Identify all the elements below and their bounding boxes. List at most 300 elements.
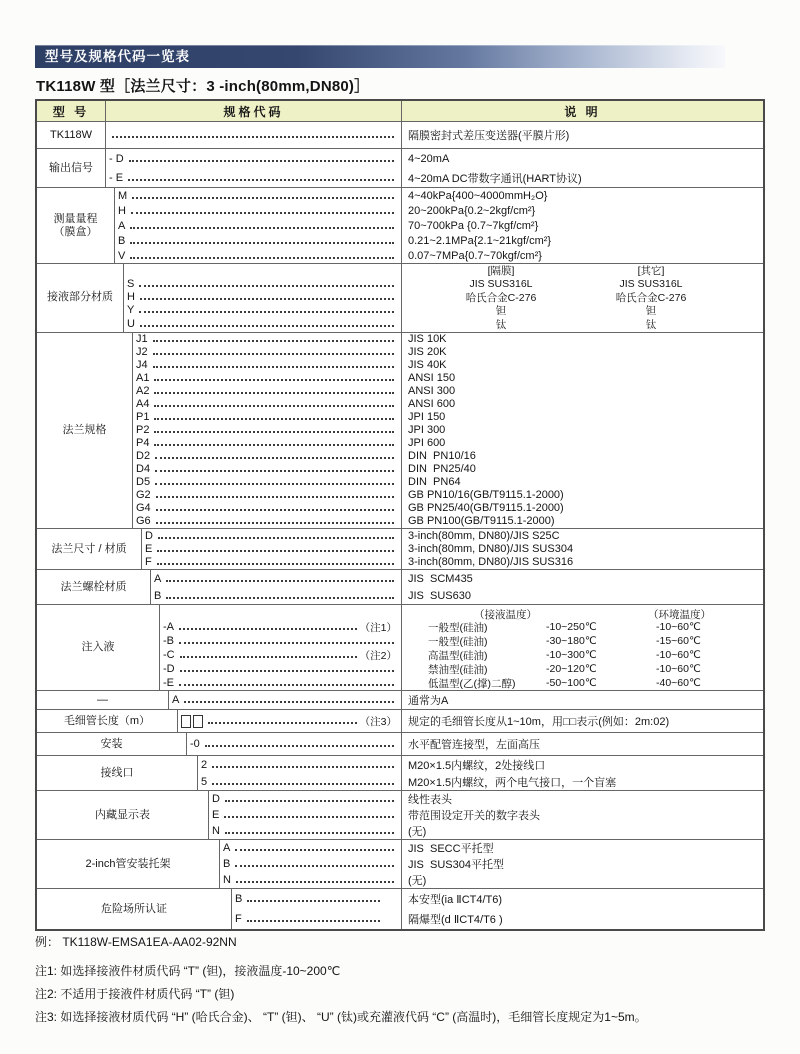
material-column xyxy=(426,265,576,332)
dotted-leader-line xyxy=(155,483,394,485)
spec-description: JIS SUS304平托型 xyxy=(408,859,504,872)
code-area xyxy=(133,372,402,385)
spec-code: A xyxy=(172,694,180,707)
spec-description: 0.21~2.1MPa{2.1~21kgf/cm²} xyxy=(408,234,552,247)
section-body xyxy=(151,570,763,604)
section-body xyxy=(115,188,763,263)
spec-code: J4 xyxy=(136,359,148,372)
code-area xyxy=(133,411,402,424)
fill-fluid-name: 一般型(硅油) xyxy=(428,621,488,634)
spec-description: GB PN100(GB/T9115.1-2000) xyxy=(408,515,555,528)
spec-code: D2 xyxy=(136,450,151,463)
spec-section-conduit-connection xyxy=(37,756,763,791)
material-column-header: [隔膜] xyxy=(487,265,515,277)
material-item: JIS SUS316L xyxy=(469,278,533,291)
spec-code: B xyxy=(235,893,243,906)
spec-row xyxy=(209,807,763,823)
code-row xyxy=(160,662,401,676)
dotted-leader-line xyxy=(153,366,394,368)
spec-description: JPI 150 xyxy=(408,411,446,424)
spec-row xyxy=(133,463,763,476)
code-area xyxy=(133,359,402,372)
dotted-leader-line xyxy=(154,405,394,407)
spec-code: N xyxy=(223,874,231,887)
spec-description: DIN PN10/16 xyxy=(408,450,476,463)
spec-row xyxy=(133,333,763,346)
dotted-leader-line xyxy=(154,379,394,381)
spec-section-flange-rating xyxy=(37,333,763,529)
code-area xyxy=(209,823,402,839)
spec-row xyxy=(115,233,763,248)
spec-description: 带范围设定开关的数字表头 xyxy=(408,810,540,823)
code-area xyxy=(220,856,402,872)
note-reference: （注3） xyxy=(359,715,397,728)
dotted-leader-line xyxy=(154,418,394,420)
dotted-leader-line xyxy=(129,160,394,162)
spec-description: 隔膜密封式差压变送器(平膜片形) xyxy=(408,130,570,142)
dotted-leader-line xyxy=(156,496,394,498)
section-label xyxy=(37,188,115,263)
spec-row xyxy=(133,437,763,450)
spec-code: -E xyxy=(163,677,174,690)
spec-code: - E xyxy=(109,171,124,184)
dotted-leader-line xyxy=(153,340,394,342)
code-row xyxy=(124,304,401,317)
spec-row xyxy=(220,840,763,856)
spec-description: GB PN10/16(GB/T9115.1-2000) xyxy=(408,489,564,502)
spec-row xyxy=(133,346,763,359)
spec-row xyxy=(106,168,763,187)
material-item: 钽 xyxy=(495,305,507,318)
note-1: 注1: 如选择接液件材质代码 “T” (钽)，接液温度-10~200℃ xyxy=(35,964,341,978)
code-area xyxy=(178,710,402,732)
spec-row xyxy=(178,710,763,732)
capillary-length-box xyxy=(181,715,191,728)
code-area xyxy=(133,476,402,489)
process-temp-value: -20~120℃ xyxy=(546,663,597,676)
section-label-line: TK118W xyxy=(50,128,92,141)
spec-code: E xyxy=(212,809,220,822)
spec-description: 4~20mA xyxy=(408,152,450,165)
section-label xyxy=(37,840,220,888)
spec-description: JIS SUS630 xyxy=(408,589,471,602)
section-label xyxy=(37,756,198,790)
spec-section-pipe-bracket xyxy=(37,840,763,889)
spec-description: ANSI 600 xyxy=(408,398,456,411)
section-label xyxy=(37,691,169,709)
section-header-bar xyxy=(35,45,725,68)
spec-section-flange-bolt-material xyxy=(37,570,763,605)
spec-code: G2 xyxy=(136,489,151,502)
fill-fluid-row xyxy=(402,620,763,634)
spec-row xyxy=(133,385,763,398)
spec-description: 3-inch(80mm, DN80)/JIS SUS316 xyxy=(408,556,574,569)
code-area xyxy=(232,909,402,929)
code-area xyxy=(133,424,402,437)
spec-row xyxy=(133,359,763,372)
code-row xyxy=(160,648,401,662)
spec-description: 4~40kPa{400~4000mmH₂O} xyxy=(408,189,548,202)
fill-fluid-name: 禁油型(硅油) xyxy=(428,663,488,676)
note-2: 注2: 不适用于接液件材质代码 “T” (钽) xyxy=(35,987,235,1001)
ambient-temp-header: （环境温度） xyxy=(648,609,711,622)
dotted-leader-line xyxy=(208,722,357,724)
spec-description: M20×1.5内螺纹，两个电气接口，一个盲塞 xyxy=(408,776,617,789)
material-item: 钛 xyxy=(495,318,507,331)
spec-code: H xyxy=(127,291,135,304)
section-body xyxy=(142,529,763,569)
ambient-temp-value: -15~60℃ xyxy=(656,635,701,648)
section-label-line: 接液部分材质 xyxy=(47,291,113,304)
spec-code: M xyxy=(118,189,128,202)
spec-code: N xyxy=(212,825,220,838)
spec-row xyxy=(133,515,763,528)
section-label-line: 法兰尺寸 / 材质 xyxy=(51,542,127,555)
spec-description: JIS 10K xyxy=(408,333,447,346)
spec-description: JIS SCM435 xyxy=(408,572,473,585)
spec-row xyxy=(220,856,763,872)
section-label-line: 危险场所认证 xyxy=(101,902,167,915)
dotted-leader-line xyxy=(225,800,394,802)
dotted-leader-line xyxy=(130,227,394,229)
spec-section-model xyxy=(37,122,763,149)
spec-code: -C xyxy=(163,649,175,662)
section-body xyxy=(187,733,763,755)
dotted-leader-line xyxy=(140,325,394,327)
code-row xyxy=(124,290,401,303)
code-area xyxy=(142,542,402,555)
section-label xyxy=(37,529,142,569)
spec-section-mounting xyxy=(37,733,763,756)
fill-fluid-row xyxy=(402,648,763,662)
fill-fluid-row xyxy=(402,634,763,648)
code-area xyxy=(151,570,402,587)
spec-code: G6 xyxy=(136,515,151,528)
fill-fluid-row xyxy=(402,676,763,690)
code-area xyxy=(151,587,402,604)
spec-row xyxy=(133,372,763,385)
section-body xyxy=(106,149,763,187)
code-area xyxy=(142,529,402,542)
dotted-leader-line xyxy=(156,509,394,511)
section-label xyxy=(37,570,151,604)
spec-description: ANSI 300 xyxy=(408,385,456,398)
section-label xyxy=(37,889,232,929)
spec-code: Y xyxy=(127,304,135,317)
spec-description: 4~20mA DC带数字通讯(HART协议) xyxy=(408,172,582,185)
dotted-leader-line xyxy=(132,197,394,199)
code-column-spacer xyxy=(124,264,401,277)
spec-code: A xyxy=(154,572,162,585)
spec-row xyxy=(232,889,763,909)
spec-code: D xyxy=(145,529,153,542)
spec-description: JIS SECC平托型 xyxy=(408,843,494,856)
section-label-line: 毛细管长度（m） xyxy=(63,714,151,727)
fill-fluid-row xyxy=(402,662,763,676)
fill-fluid-name: 低温型(乙(撑)二醇) xyxy=(428,677,516,690)
section-body xyxy=(169,691,763,709)
dotted-leader-line xyxy=(236,881,394,883)
section-body xyxy=(220,840,763,888)
material-item: 哈氏合金C-276 xyxy=(465,291,537,304)
table-body xyxy=(37,122,763,929)
code-area xyxy=(232,889,402,909)
spec-description: ANSI 150 xyxy=(408,372,456,385)
spec-code: 5 xyxy=(201,775,208,788)
spec-code: J2 xyxy=(136,346,148,359)
spec-section-output-signal xyxy=(37,149,763,188)
spec-row xyxy=(187,733,763,755)
spec-row xyxy=(198,756,763,773)
code-area xyxy=(133,463,402,476)
section-body xyxy=(198,756,763,790)
dotted-leader-line xyxy=(154,392,394,394)
spec-code: V xyxy=(118,249,126,262)
dotted-leader-line xyxy=(184,701,394,703)
spec-description: 本安型(ia ⅡCT4/T6) xyxy=(408,894,503,907)
dotted-leader-line xyxy=(155,470,394,472)
code-column-spacer xyxy=(160,605,401,620)
section-label-line: 2-inch管安装托架 xyxy=(85,857,171,870)
section-label xyxy=(37,122,106,148)
spec-code: 2 xyxy=(201,758,208,771)
section-header-title: 型号及规格代码一览表 xyxy=(45,49,190,64)
code-area xyxy=(198,773,402,790)
ambient-temp-value: -10~60℃ xyxy=(656,621,701,634)
spec-description: JPI 600 xyxy=(408,437,446,450)
spec-row xyxy=(151,587,763,604)
section-body xyxy=(124,264,763,332)
material-column-header: [其它] xyxy=(637,265,665,277)
spec-code: D xyxy=(212,793,220,806)
spec-code: -B xyxy=(163,635,174,648)
spec-code: P4 xyxy=(136,437,150,450)
section-label xyxy=(37,149,106,187)
spec-code: - D xyxy=(109,152,124,165)
code-area xyxy=(133,333,402,346)
spec-row xyxy=(142,542,763,555)
code-row xyxy=(160,620,401,634)
section-label-line: 接线口 xyxy=(100,766,134,779)
spec-row xyxy=(209,791,763,807)
process-temp-header: （接液温度） xyxy=(474,609,537,622)
spec-row xyxy=(198,773,763,790)
dotted-leader-line xyxy=(235,865,394,867)
process-temp-value: -10~250℃ xyxy=(546,621,597,634)
col-header-description: 说 明 xyxy=(564,104,601,119)
section-body xyxy=(160,605,763,690)
note-3: 注3: 如选择接液材质代码 “H” (哈氏合金)、 “T” (钽)、 “U” (钛)或充灌液代码 “C” (高温时)，毛细管长度规定为1~5m。 xyxy=(35,1010,647,1024)
spec-row xyxy=(142,556,763,569)
dotted-leader-line xyxy=(179,684,394,686)
section-label-line: 测量量程 xyxy=(53,212,98,225)
section-label-line: 输出信号 xyxy=(49,161,93,174)
dotted-leader-line xyxy=(131,212,394,214)
spec-code: B xyxy=(154,589,162,602)
spec-description: 20~200kPa{0.2~2kgf/cm²} xyxy=(408,204,536,217)
spec-row xyxy=(106,149,763,168)
material-item: 钽 xyxy=(645,305,657,318)
description-block xyxy=(402,264,763,332)
spec-code: U xyxy=(127,317,135,330)
code-area xyxy=(187,733,402,755)
code-row xyxy=(124,317,401,330)
spec-code: A2 xyxy=(136,385,150,398)
dotted-leader-line xyxy=(157,563,394,565)
spec-description: 3-inch(80mm, DN80)/JIS S25C xyxy=(408,529,560,542)
code-area xyxy=(133,346,402,359)
spec-code: F xyxy=(235,913,242,926)
spec-code: B xyxy=(223,858,231,871)
code-area xyxy=(198,756,402,773)
spec-code: G4 xyxy=(136,502,151,515)
section-label xyxy=(37,733,187,755)
spec-row xyxy=(106,122,763,148)
dotted-leader-line xyxy=(157,550,394,552)
spec-code: P2 xyxy=(136,424,150,437)
code-area xyxy=(115,233,402,248)
spec-description: 3-inch(80mm, DN80)/JIS SUS304 xyxy=(408,543,574,556)
dotted-leader-line xyxy=(166,580,394,582)
spec-section-flange-size-material xyxy=(37,529,763,570)
section-label xyxy=(37,264,124,332)
code-column xyxy=(124,264,402,332)
section-label-line: 法兰螺栓材质 xyxy=(60,580,127,593)
process-temp-value: -50~100℃ xyxy=(546,677,597,690)
code-column xyxy=(160,605,402,690)
description-block xyxy=(402,605,763,690)
col-header-code: 规格代码 xyxy=(106,101,402,121)
material-columns xyxy=(402,264,763,332)
dotted-leader-line xyxy=(156,522,394,524)
spec-row xyxy=(133,450,763,463)
spec-row xyxy=(209,823,763,839)
note-reference: （注1） xyxy=(359,621,397,634)
spec-code: A xyxy=(223,842,231,855)
dotted-leader-line xyxy=(139,311,394,313)
note-reference: （注2） xyxy=(359,649,397,662)
spec-code: A1 xyxy=(136,372,150,385)
code-area xyxy=(133,489,402,502)
code-area xyxy=(142,556,402,569)
spec-code: B xyxy=(118,234,126,247)
dotted-leader-line xyxy=(153,353,394,355)
spec-row xyxy=(115,248,763,263)
spec-code: F xyxy=(145,556,152,569)
spec-row xyxy=(142,529,763,542)
dotted-leader-line xyxy=(205,745,394,747)
code-area xyxy=(106,122,402,148)
spec-code: -0 xyxy=(190,738,200,751)
dotted-leader-line xyxy=(128,179,394,181)
section-body xyxy=(178,710,763,732)
fill-fluid-name: 高温型(硅油) xyxy=(428,649,488,662)
spec-description: 水平配管连接型，左面高压 xyxy=(408,739,540,752)
code-area xyxy=(115,203,402,218)
spec-code: A4 xyxy=(136,398,150,411)
spec-row xyxy=(169,691,763,709)
ambient-temp-value: -10~60℃ xyxy=(656,663,701,676)
dotted-leader-line xyxy=(180,656,357,658)
fill-fluid-name: 一般型(硅油) xyxy=(428,635,488,648)
spec-row xyxy=(220,872,763,888)
spec-row xyxy=(133,476,763,489)
section-body xyxy=(133,333,763,528)
spec-section-capillary-length xyxy=(37,710,763,733)
spec-description: (无) xyxy=(408,826,427,839)
dotted-leader-line xyxy=(155,457,394,459)
spec-code: -D xyxy=(163,663,175,676)
dotted-leader-line xyxy=(247,920,380,922)
section-label-line: 注入液 xyxy=(81,641,115,654)
spec-row xyxy=(115,218,763,233)
code-area xyxy=(133,398,402,411)
section-label xyxy=(37,605,160,690)
dotted-leader-line xyxy=(225,832,394,834)
code-area xyxy=(115,188,402,203)
dotted-leader-line xyxy=(179,628,357,630)
spec-row xyxy=(133,489,763,502)
table-header-row xyxy=(37,101,763,122)
section-body xyxy=(209,791,763,839)
capillary-length-box xyxy=(193,715,203,728)
spec-description: DIN PN25/40 xyxy=(408,463,476,476)
code-area xyxy=(133,437,402,450)
code-area xyxy=(133,385,402,398)
section-label-line: 内藏显示表 xyxy=(95,808,150,821)
spec-description: 70~700kPa {0.7~7kgf/cm²} xyxy=(408,219,539,232)
spec-description: GB PN25/40(GB/T9115.1-2000) xyxy=(408,502,564,515)
spec-code: E xyxy=(145,543,153,556)
code-area xyxy=(169,691,402,709)
spec-description: (无) xyxy=(408,875,427,888)
code-area xyxy=(115,218,402,233)
section-body xyxy=(106,122,763,148)
ambient-temp-value: -40~60℃ xyxy=(656,677,701,690)
spec-row xyxy=(115,188,763,203)
dotted-leader-line xyxy=(130,242,394,244)
dotted-leader-line xyxy=(179,642,394,644)
spec-section-fill-fluid xyxy=(37,605,763,691)
dotted-leader-line xyxy=(112,136,394,138)
code-area xyxy=(133,450,402,463)
dotted-leader-line xyxy=(224,816,394,818)
section-label-line: 法兰规格 xyxy=(62,423,107,436)
spec-code: A xyxy=(118,219,126,232)
spec-row xyxy=(151,570,763,587)
spec-table xyxy=(35,99,765,931)
dotted-leader-line xyxy=(154,431,394,433)
spec-section-measuring-range xyxy=(37,188,763,264)
section-label xyxy=(37,791,209,839)
spec-row xyxy=(133,398,763,411)
process-temp-value: -10~300℃ xyxy=(546,649,597,662)
spec-description: 线性表头 xyxy=(408,794,452,807)
fill-fluid-header xyxy=(402,605,763,620)
ambient-temp-value: -10~60℃ xyxy=(656,649,701,662)
code-area xyxy=(106,168,402,187)
spec-description: M20×1.5内螺纹，2处接线口 xyxy=(408,759,546,772)
spec-description: JIS 40K xyxy=(408,359,447,372)
spec-row xyxy=(133,424,763,437)
example-code: 例： TK118W-EMSA1EA-AA02-92NN xyxy=(35,935,237,949)
code-area xyxy=(106,149,402,168)
spec-description: JPI 300 xyxy=(408,424,446,437)
spec-description: 规定的毛细管长度从1~10m，用□□表示(例如：2m:02) xyxy=(408,716,670,729)
code-area xyxy=(133,502,402,515)
material-item: JIS SUS316L xyxy=(619,278,683,291)
spec-section-dash xyxy=(37,691,763,710)
